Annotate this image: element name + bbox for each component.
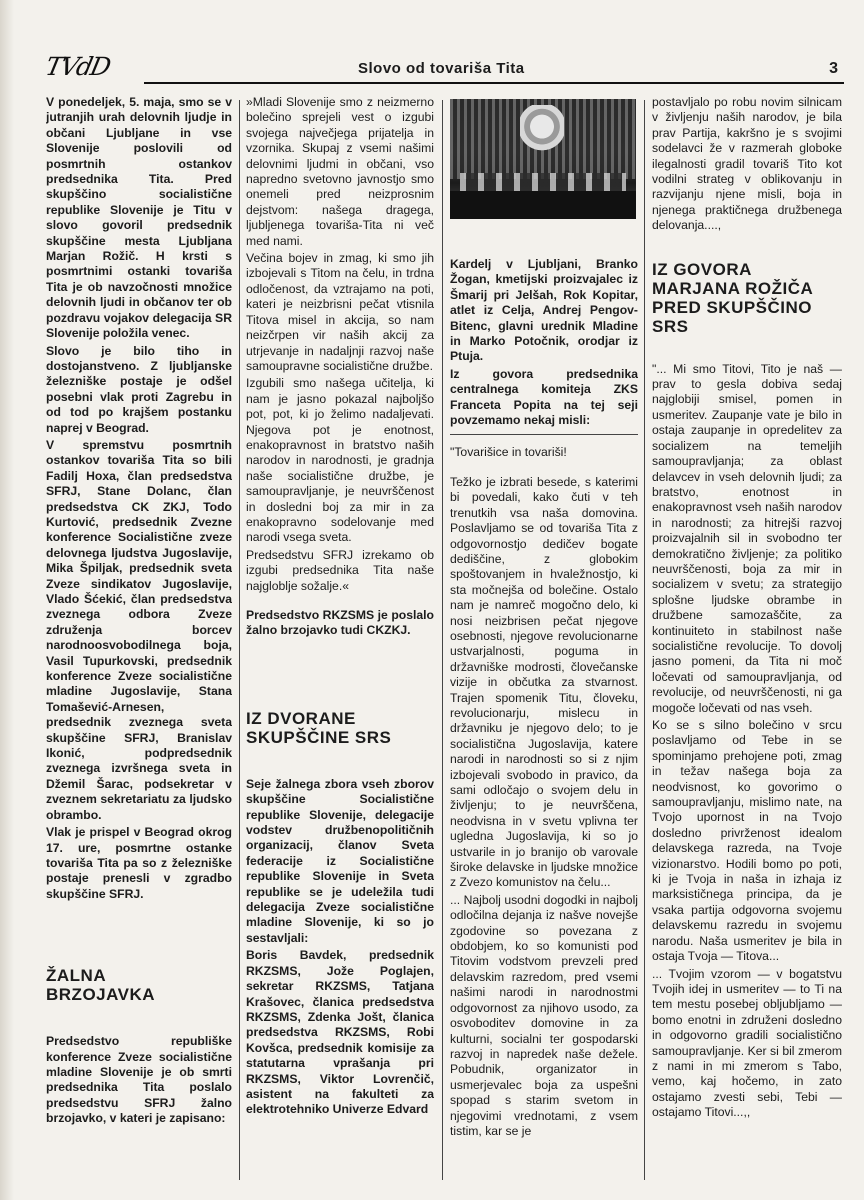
column-3 [450, 95, 638, 1185]
column-1 [46, 95, 232, 1185]
paragraph: V spremstvu posmrtnih ostankov tovariša Tita so bili Fadilj Hoxa, član predsedstva SFRJ, Stane Dolanc, član predsedstva CK ZKJ, Todo Kurtović, predsednik Zvezne konference Socialistične zveze delovnega ljudstva Jugoslavije, Mika Špiljak, predsednik sveta Zveze sindikatov Jugoslavije, Vlado Šćekić, član predsedstva zveznega odbora Zveze združenja borcev narodnoosvobodilnega boja, Vasil Tupurkovski, predsednik konference Zveze socialistične mladine Jugoslavije, Stana Tomašević-Arnesen, predsednik zveznega sveta skupščine SFRJ, Branislav Ikonić, podpredsednik zveznega izvršnega sveta in Džemil Šarac, podsekretar v zveznem sekretariatu za ljudsko obrambo. [46, 437, 232, 822]
page-binding-edge [0, 0, 14, 1200]
heading-iz-dvorane: IZ DVORANE SKUPŠČINE SRS [246, 708, 392, 747]
telegram-quote: Večina bojev in zmag, ki smo jih izbojevali s Titom na čelu, in trdna odločenost, da vztrajamo na poti, kateri je neizbrisni pečat vtisnila Titova misel in akcija, so nam neizčrpen vir naših akcij za utrjevanje in nadaljnji razvoj naše samoupravne socialistične družbe. [246, 251, 434, 373]
header-rule [144, 82, 844, 84]
paragraph: Slovo je bilo tiho in dostojanstveno. Z ljubljanske železniške postaje je odšel posebni vlak proti Zagrebu in od tod po krajšem postanku naprej v Beograd. [46, 343, 232, 435]
speech-paragraph: Ko se s silno bolečino v srcu poslavljamo od Tebe in se spominjamo prehojene poti, zmag in težav našega boja za neodvisnost, ko govorimo o samoupravljanju, mislimo nate, na Tvojo upornost in na Tvojo dosledno privrženost idealom delavskega razreda, na Tvoje vizionarstvo. Hodili bomo po poti, ki je Tvoja in naša in izhaja iz marksističnega principa, da je vsaka partija odgovorna svojemu delavskemu razredu in svojemu narodu. Naša usmeritev je bila in ostaja Tvoja — Titova... [652, 718, 842, 964]
telegram-quote: Predsedstvu SFRJ izrekamo ob izgubi predsednika Tita naše najgloblje sožalje.« [246, 547, 434, 593]
speech-paragraph: ... Tvojim vzorom — v bogatstvu Tvojih idej in usmeritev — to Ti na tem mestu posebej obljubljamo — bomo enotni in združeni dosledno in odgovorno gradili socialistično samoupravljanje. Ker si bil zmerom z nami in mi zmerom s Tabo, vemo, kaj hočemo, in zato ostajamo zvesti sebi, Tebi — ostajamo Titovi...,, [652, 966, 842, 1120]
page-number: 3 [829, 60, 838, 77]
photo-assembly-hall [450, 99, 636, 219]
paragraph: Boris Bavdek, predsednik RKZSMS, Jože Poglajen, sekretar RKZSMS, Tatjana Krašovec, članica predsedstva RKZSMS, Zdenka Jošt, članica predsedstva RKZSMS, Robi Kovšca, predsednik komisije za statutarna vprašanja pri RKZSMS, Viktor Lovrenčič, asistent na fakulteti za elektrotehniko Univerze Edvard [246, 948, 434, 1117]
paragraph: Seje žalnega zbora vseh zborov skupščine Socialistične republike Slovenije, delegacije vodstev družbenopolitičnih organizacij, članov Sveta federacije iz Socialistične republike Slovenije in Sveta republike se je udeležila tudi delegacija Zveze socialistične mladine Slovenije, ki so jo sestavljali: [246, 776, 434, 945]
magazine-logo: TVdD [42, 52, 112, 81]
speech-opening: "Tovarišice in tovariši! [450, 445, 567, 460]
photo-emblem [520, 105, 564, 159]
speech-paragraph: Težko je izbrati besede, s katerimi bi povedali, kako čuti v teh trenutkih vsa naša domovina. Poslavljamo se od tovariša Tita z odgovornostjo dedičev bogate dediščine, z globokim spoštovanjem in hvaležnostjo, ki sta močnejša od bolečine. Ostalo nam je namreč mogočno delo, ki nosi neizbrisen pečat njegove osebnosti, njegove revolucionarne ustvarjalnosti, poguma in državniške modrosti, človečanske vizije in občutka za stvarnost. Trajen spomenik Titu, človeku, revolucionarju, mislecu in državniku je njegovo delo; to je socialistična Jugoslavija, katere narodi in narodnosti so si z njim izbojevali svobodo in pravico, da sami odločajo o svojem delu in življenju; to je neuvrščena, neodvisna in v svetu vplivna ter ugledna Jugoslavija, ki so jo ustvarile in jo branijo ob varovale široke delavske in ljudske množice z Zvezo komunistov na čelu... [450, 474, 638, 890]
column-2 [246, 95, 434, 1185]
column-divider [442, 100, 443, 1180]
telegram-quote: Izgubili smo našega učitelja, ki nam je jasno pokazal najboljšo pot, pot, ki jo želimo nadaljevati. Njegova pot je enotnost, enakopravnost in bratstvo naših narodov in narodnosti, je gradnja naše socialistične družbe, je samoupravljanje, je neuvrščenost in dosledni boj za mir in za enakopravno sodelovanje med narodi vsega sveta. [246, 376, 434, 545]
intro-paragraph: V ponedeljek, 5. maja, smo se v jutranjih urah delovnih ljudje in občani Ljubljane in vse Slovenije poslovili od posmrtnih ostankov predsednika Tita. Pred skupščino socialistične republike Slovenije je Titu v slovo govoril predsednik skupščine mesta Ljubljana Marjan Rožič. H krsti s posmrtnimi ostanki tovariša Tita je ob navzočnosti množice delovnih ljudi in občanov ter ob pozdravu vojakov delegacija SR Slovenije položila venec. [46, 95, 232, 341]
paragraph: Vlak je prispel v Beograd okrog 17. ure, posmrtne ostanke tovariša Tita pa so z železniške postaje prenesli v zgradbo skupščine SFRJ. [46, 825, 232, 901]
heading-zalna-brzojavka: ŽALNA BRZOJAVKA [46, 966, 156, 1005]
speech-paragraph: "... Mi smo Titovi, Tito je naš — prav to gesla dobiva sedaj najglobiji smisel, pomen in usmeritev. Zaupanje vate je bilo in ostaja zaupanje in opredelitev za socializem na temeljih samoupravljanja; za oblast delavcev in vseh delovnih ljudi; za bratstvo, enotnost in enakopravnost vseh naših narodov in narodnosti; za hitrejši razvoj proizvajalnih sil in svobodno ter demokratično življenje; za politiko neuvrščenosti, boja za mir in socializem v svetu; za strategijo splošne ljudske obrambe in družbene samozaščite, za kontinuiteto in stabilnost naše socialistične revolucije. To dovolj jasno pomeni, da Tita ni moč ločevati od samoupravljanja, od revolucije, od neuvrščenosti, ni ga mogoče ločevati od nas vseh. [652, 361, 842, 715]
speech-paragraph: ... Najbolj usodni dogodki in najbolj odločilna dejanja iz našve novejše zgodovine so povezana z obdobjem, ko so komunisti pod Titovim vodstvom prevzeli pred delavskim razredom, pred vsemi našimi narodi in narodnostmi odgovornost za njihovo usodo, za osvoboditev domovine in za kulturni, socialni ter gospodarski razvoj in napredek naše dežele. Pobudnik, organizator in usmerjevalec boja za uspešni spopad s starim svetom in njegovimi vrednotami, z vsem tistim, kar se je [450, 892, 638, 1138]
paragraph: Predsedstvo RKZSMS je poslalo žalno brzojavko tudi CKZKJ. [246, 608, 434, 638]
heading-iz-govora: IZ GOVORA MARJANA ROŽIČA PRED SKUPŠČINO SRS [652, 259, 814, 336]
column-divider [644, 100, 645, 1180]
column-divider [239, 100, 240, 1180]
telegram-quote: »Mladi Slovenije smo z neizmerno bolečino sprejeli vest o izgubi svojega največjega prijatelja in vzornika. Skupaj z vsemi našimi delovnimi ljudmi in občani, vso napredno svetovno javnostjo smo onemeli pred neizprosnim dejstvom: našega dragega, ljubljenega tovariša-Tita ni več med nami. [246, 95, 434, 248]
speech-paragraph: postavljalo po robu novim silnicam v življenju naših narodov, je bila prav Partija, kakršno je s svojimi sodelavci že v razmerah globoke ilegalnosti gradil tovariš Tito kot vodilni strateg v oblikovanju in razvijanju njene misli, boja in njenega praktičnega družbenega delovanja...., [652, 95, 842, 233]
section-title: Slovo od tovariša Tita [358, 60, 525, 77]
paragraph: Kardelj v Ljubljani, Branko Žogan, kmetijski proizvajalec iz Šmarij pri Jelšah, Rok Kopitar, atlet iz Celja, Andrej Pengov-Bitenc, glavni urednik Mladine in Marko Potočnik, orodjar iz Ptuja. [450, 257, 638, 364]
paragraph: Predsedstvo republiške konference Zveze socialistične mladine Slovenije je ob smrti predsednika Tita poslalo predsedstvu SFRJ žalno brzojavko, v kateri je zapisano: [46, 1034, 232, 1126]
page-header [44, 44, 844, 84]
photo-table [450, 191, 636, 219]
paragraph: Iz govora predsednika centralnega komiteja ZKS Franceta Popita na tej seji povzemamo nekaj misli: [450, 366, 638, 428]
column-4 [652, 95, 842, 1185]
separator [450, 434, 638, 435]
